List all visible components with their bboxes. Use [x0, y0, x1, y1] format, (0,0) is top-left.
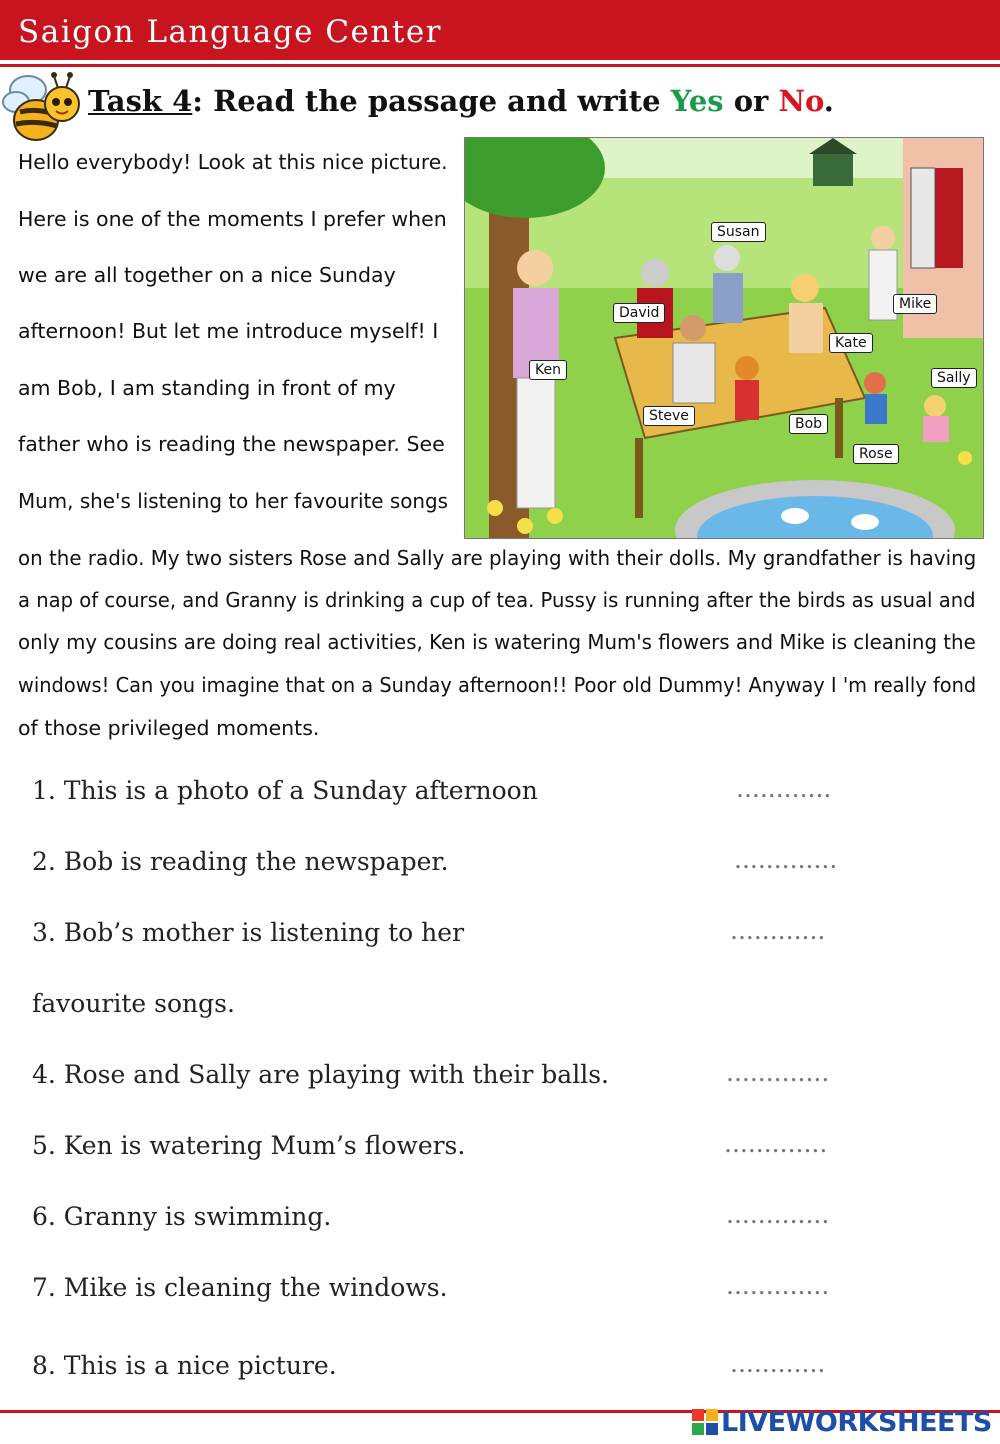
label-mike: Mike — [893, 294, 937, 314]
passage-line: Hello everybody! Look at this nice picture. — [18, 150, 448, 174]
header-divider — [0, 64, 1000, 67]
answer-3-field[interactable] — [730, 916, 870, 945]
family-picture — [464, 137, 984, 539]
question-3: 3. Bob’s mother is listening to her — [32, 918, 465, 947]
header-bar — [0, 0, 1000, 60]
passage-line: am Bob, I am standing in front of my — [18, 376, 396, 400]
task-label: Task 4 — [88, 84, 193, 118]
label-bob: Bob — [789, 414, 828, 434]
answer-7-field[interactable] — [726, 1271, 866, 1300]
brand-cubes-icon — [692, 1409, 718, 1435]
task-or-word: or — [723, 84, 779, 118]
question-7: 7. Mike is cleaning the windows. — [32, 1273, 448, 1302]
question-2: 2. Bob is reading the newspaper. — [32, 847, 449, 876]
answer-2-field[interactable] — [734, 845, 874, 874]
question-6: 6. Granny is swimming. — [32, 1202, 332, 1231]
question-4: 4. Rose and Sally are playing with their balls. — [32, 1060, 609, 1089]
passage-line: we are all together on a nice Sunday — [18, 263, 396, 287]
passage-line: father who is reading the newspaper. See — [18, 432, 445, 456]
passage-line: Here is one of the moments I prefer when — [18, 207, 447, 231]
task-title — [88, 84, 834, 118]
label-sally: Sally — [931, 368, 977, 388]
task-yes-word: Yes — [670, 84, 724, 118]
liveworksheets-logo — [692, 1407, 992, 1437]
question-8: 8. This is a nice picture. — [32, 1351, 337, 1380]
brand-name: LIVEWORKSHEETS — [721, 1406, 992, 1438]
passage-line: a nap of course, and Granny is drinking a cup of tea. Pussy is running after the birds as usual and — [18, 588, 976, 612]
task-no-word: No — [778, 84, 824, 118]
bee-icon — [2, 68, 88, 148]
task-end: . — [823, 84, 834, 118]
answer-4-field[interactable] — [726, 1058, 866, 1087]
label-rose: Rose — [853, 444, 899, 464]
answer-1-field[interactable] — [736, 774, 876, 803]
header-title: Saigon Language Center — [18, 14, 442, 50]
question-3-continued: favourite songs. — [32, 989, 235, 1018]
label-david: David — [613, 303, 665, 323]
question-5: 5. Ken is watering Mum’s flowers. — [32, 1131, 466, 1160]
garden-illustration — [465, 138, 984, 539]
label-steve: Steve — [643, 406, 695, 426]
passage-line: of those privileged moments. — [18, 716, 320, 740]
label-ken: Ken — [529, 360, 567, 380]
passage-line: afternoon! But let me introduce myself! I — [18, 319, 439, 343]
passage-line: Mum, she's listening to her favourite songs — [18, 489, 449, 513]
answer-5-field[interactable] — [724, 1129, 864, 1158]
passage-line: only my cousins are doing real activities, Ken is watering Mum's flowers and Mike is cleaning the — [18, 630, 976, 654]
passage-line: windows! Can you imagine that on a Sunday afternoon!! Poor old Dummy! Anyway I 'm really fond — [18, 673, 977, 697]
question-1: 1. This is a photo of a Sunday afternoon — [32, 776, 538, 805]
task-instruction: : Read the passage and write — [192, 84, 671, 118]
answer-6-field[interactable] — [726, 1200, 866, 1229]
passage-line: on the radio. My two sisters Rose and Sally are playing with their dolls. My grandfather is having — [18, 546, 977, 570]
answer-8-field[interactable] — [730, 1349, 870, 1378]
label-susan: Susan — [711, 222, 766, 242]
label-kate: Kate — [829, 333, 873, 353]
